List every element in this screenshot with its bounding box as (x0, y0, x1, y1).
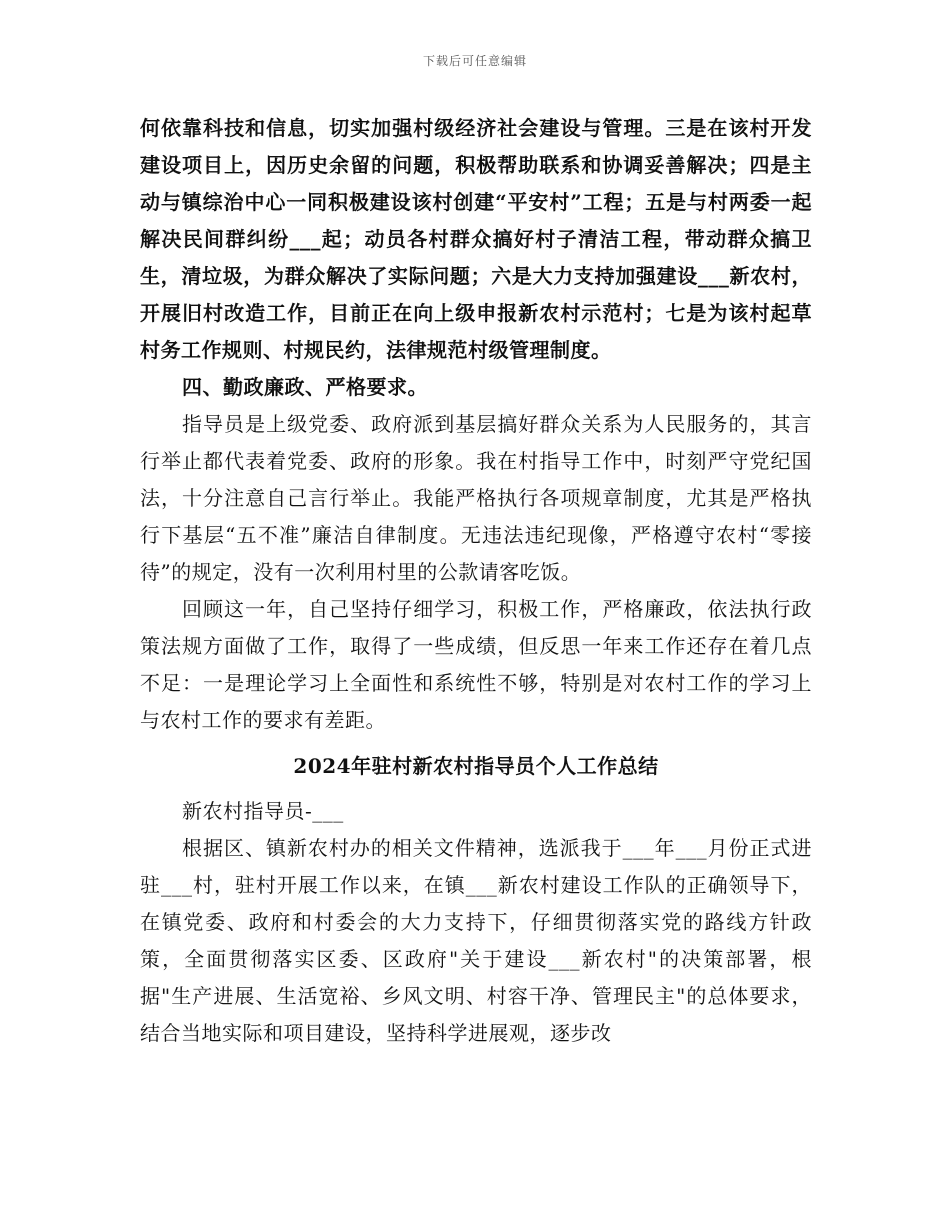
paragraph-review: 回顾这一年，自己坚持仔细学习，积极工作，严格廉政，依法执行政策法规方面做了工作，取得了一些成绩，但反思一年来工作还存在着几点不足：一是理论学习上全面性和系统性不够，特别是对农村工作的学习上与农村工作的要求有差距。 (140, 597, 812, 732)
paragraph-continuation: 何依靠科技和信息，切实加强村级经济社会建设与管理。三是在该村开发建设项目上，因历史余留的问题，积极帮助联系和协调妥善解决；四是主动与镇综治中心一同积极建设该村创建“平安村”工程；五是与村两委一起解决民间群纠纷___起；动员各村群众搞好村子清洁工程，带动群众搞卫生，清垃圾，为群众解决了实际问题；六是大力支持加强建设___新农村，开展旧村改造工作，目前正在向上级申报新农村示范村；七是为该村起草村务工作规则、村规民约，法律规范村级管理制度。 (140, 116, 812, 362)
paragraph-intro: 根据区、镇新农村办的相关文件精神，选派我于___年___月份正式进驻___村，驻村开展工作以来，在镇___新农村建设工作队的正确领导下，在镇党委、政府和村委会的大力支持下，仔细贯彻落实党的路线方针政策，全面贯彻落实区委、区政府"关于建设___新农村"的决策部署，根据"生产进展、生活宽裕、乡风文明、村容干净、管理民主"的总体要求，结合当地实际和项目建设，坚持科学进展观，逐步改 (140, 836, 812, 1045)
document-body (140, 110, 812, 1052)
page-header-note: 下载后可任意编辑 (422, 54, 527, 68)
section-heading-4: 四、勤政廉政、严格要求。 (182, 375, 428, 399)
author-line: 新农村指导员-___ (182, 799, 344, 823)
document-title: 2024年驻村新农村指导员个人工作总结 (293, 754, 659, 778)
paragraph-integrity: 指导员是上级党委、政府派到基层搞好群众关系为人民服务的，其言行举止都代表着党委、政府的形象。我在村指导工作中，时刻严守党纪国法，十分注意自己言行举止。我能严格执行各项规章制度，尤其是严格执行下基层“五不准”廉洁自律制度。无违法违纪现像，严格遵守农村“零接待”的规定，没有一次利用村里的公款请客吃饭。 (140, 412, 812, 584)
